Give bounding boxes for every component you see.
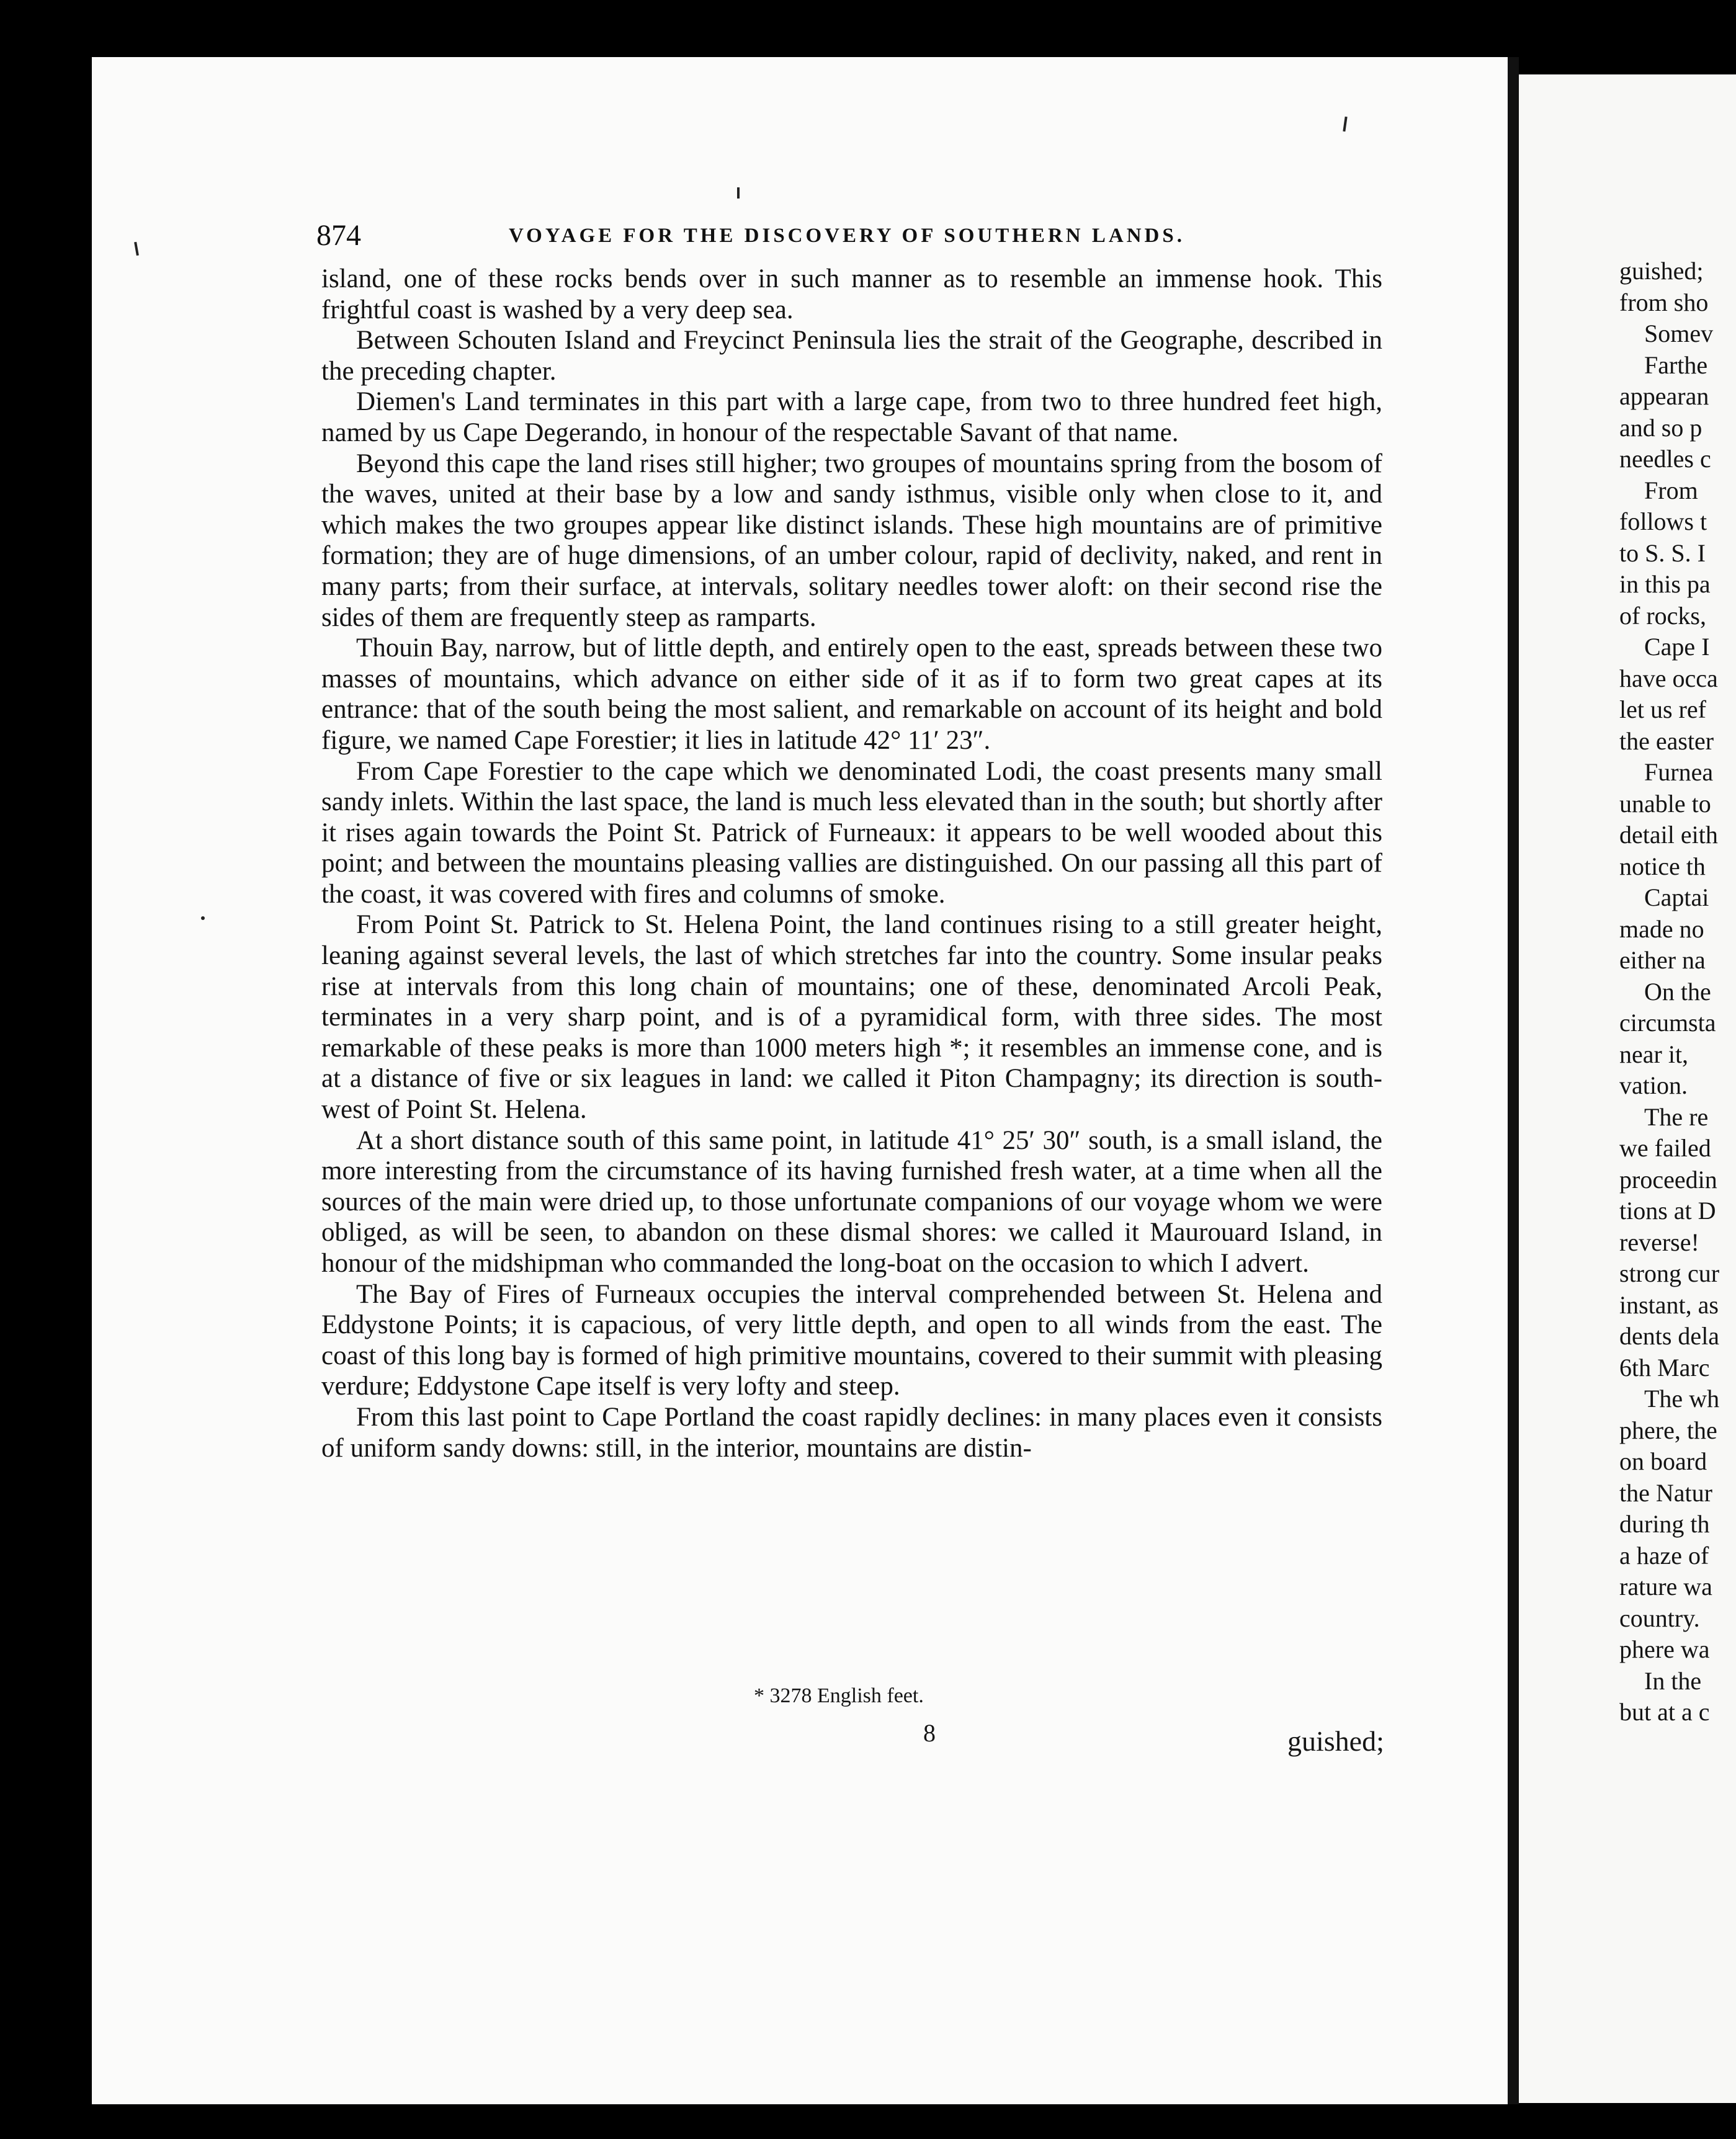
- page-gutter: [1508, 57, 1519, 2104]
- right-page-line: during th: [1619, 1510, 1710, 1538]
- right-page-line: phere, the: [1619, 1416, 1717, 1444]
- right-page-line: Somev: [1644, 319, 1714, 347]
- running-header: [316, 218, 1384, 256]
- stray-mark: [737, 187, 740, 199]
- paragraph: From Cape Forestier to the cape which we denominated Lodi, the coast presents many small sandy inlets. Within the last space, the land is much less elevated than in the south; but shortly after it rises again towards the Point St. Patrick of Furneaux: it appears to be well wooded about this point; and between the mountains pleasing vallies are distinguished. On our passing all this part of the coast, it was covered with fires and columns of smoke.: [321, 756, 1382, 909]
- signature-mark: 8: [923, 1719, 936, 1747]
- right-page-line: strong cur: [1619, 1259, 1720, 1287]
- catchword: guished;: [1287, 1725, 1384, 1757]
- right-page-line: 6th Marc: [1619, 1353, 1710, 1382]
- right-page-line: Farthe: [1644, 351, 1708, 379]
- running-title: VOYAGE FOR THE DISCOVERY OF SOUTHERN LANDS.: [509, 225, 1185, 247]
- right-page-line: From: [1644, 476, 1698, 504]
- right-page-line: near it,: [1619, 1040, 1689, 1068]
- right-page-line: guished;: [1619, 257, 1704, 285]
- paragraph: Diemen's Land terminates in this part with a large cape, from two to three hundred feet high, named by us Cape Degerando, in honour of the respectable Savant of that name.: [321, 387, 1382, 447]
- paragraph: Thouin Bay, narrow, but of little depth, and entirely open to the east, spreads between these two masses of mountains, which advance on either side of it as if to form two great capes at its entrance: that of the south being the most salient, and remarkable on account of its height and bold figure, we named Cape Forestier; it lies in latitude 42° 11′ 23″.: [321, 633, 1382, 755]
- right-page-line: appearan: [1619, 382, 1709, 410]
- stray-mark: [201, 916, 205, 920]
- right-page-line: in this pa: [1619, 570, 1711, 598]
- right-page-line: the easter: [1619, 726, 1714, 755]
- right-page-line: we failed: [1619, 1134, 1711, 1162]
- paragraph: From Point St. Patrick to St. Helena Point, the land continues rising to a still greater height, leaning against several levels, the last of which stretches far into the country. Some insular peaks rise at intervals from this long chain of mountains; one of these, denominated Arcoli Peak, terminates in a very sharp point, and is of a pyramidical form, with three sides. The most remarkable of these peaks is more than 1000 meters high *; it resembles an immense cone, and is at a distance of five or six leagues in land: we called it Piton Champagny; its direction is south-west of Point St. Helena.: [321, 910, 1382, 1125]
- right-page-line: have occa: [1619, 664, 1718, 692]
- right-page-line: follows t: [1619, 507, 1707, 535]
- paragraph: Beyond this cape the land rises still higher; two groupes of mountains spring from the bosom of the waves, united at their base by a low and sandy isthmus, visible only when close to it, and which makes the two groupes appear like distinct islands. These high mountains are of primitive formation; they are of huge dimensions, of an umber colour, rapid of declivity, naked, and rent in many parts; from their surface, at intervals, solitary needles tower aloft: on their second rise the sides of them are frequently steep as ramparts.: [321, 449, 1382, 632]
- right-page-line: made no: [1619, 914, 1704, 943]
- right-page-line: let us ref: [1619, 695, 1706, 723]
- paragraph: island, one of these rocks bends over in such manner as to resemble an immense hook. This frightful coast is washed by a very deep sea.: [321, 264, 1382, 324]
- right-page-line: to S. S. I: [1619, 538, 1706, 567]
- paragraph: Between Schouten Island and Freycinct Peninsula lies the strait of the Geographe, described in the preceding chapter.: [321, 326, 1382, 386]
- right-page-line: either na: [1619, 946, 1706, 974]
- right-page-line: Cape I: [1644, 633, 1710, 661]
- paragraph: From this last point to Cape Portland the coast rapidly declines: in many places even it consists of uniform sandy downs: still, in the interior, mountains are distin-: [321, 1402, 1382, 1463]
- right-page-line: instant, as: [1619, 1290, 1719, 1319]
- right-page-line: circumsta: [1619, 1009, 1716, 1037]
- right-page-line: a haze of: [1619, 1541, 1709, 1570]
- right-page-line: On the: [1644, 977, 1711, 1006]
- right-page-line: The wh: [1644, 1385, 1720, 1413]
- right-page-line: notice th: [1619, 852, 1706, 880]
- body-text: [321, 264, 1382, 1463]
- stray-mark: [134, 242, 139, 256]
- right-page-line: In the: [1644, 1666, 1702, 1695]
- paragraph: At a short distance south of this same point, in latitude 41° 25′ 30″ south, is a small island, the more interesting from the circumstance of its having furnished fresh water, at a time when all the sources of the main were dried up, to those unfortunate companions of our voyage whom we were obliged, as will be seen, to abandon on these dismal shores: we called it Maurouard Island, in honour of the midshipman who commanded the long-boat on the occasion to which I advert.: [321, 1125, 1382, 1278]
- right-page-line: country.: [1619, 1604, 1700, 1632]
- right-page-line: the Natur: [1619, 1478, 1712, 1507]
- right-page-text: [1619, 256, 1736, 1728]
- right-page-line: on board: [1619, 1447, 1707, 1475]
- stray-mark: [1343, 117, 1347, 132]
- right-page-line: rature wa: [1619, 1573, 1712, 1601]
- right-page-line: but at a c: [1619, 1698, 1710, 1726]
- right-page-line: Captai: [1644, 883, 1709, 911]
- right-page-line: of rocks,: [1619, 601, 1706, 630]
- right-page-line: tions at D: [1619, 1197, 1716, 1225]
- paragraph: The Bay of Fires of Furneaux occupies the interval comprehended between St. Helena and Eddystone Points; it is capacious, of very little depth, and open to all winds from the east. The coast of this long bay is formed of high primitive mountains, covered to their summit with pleasing verdure; Eddystone Cape itself is very lofty and steep.: [321, 1279, 1382, 1401]
- right-page-line: Furnea: [1644, 758, 1714, 786]
- right-page-line: from sho: [1619, 288, 1709, 316]
- footnote: * 3278 English feet.: [754, 1684, 924, 1707]
- right-page-line: reverse!: [1619, 1228, 1699, 1256]
- right-page-line: The re: [1644, 1102, 1709, 1131]
- right-page-line: detail eith: [1619, 821, 1718, 849]
- right-page-line: dents dela: [1619, 1322, 1720, 1350]
- right-page-line: phere wa: [1619, 1635, 1710, 1663]
- right-page-line: vation.: [1619, 1071, 1688, 1099]
- right-page-line: proceedin: [1619, 1165, 1717, 1194]
- right-page-line: needles c: [1619, 445, 1711, 473]
- page-number: 874: [316, 219, 361, 252]
- right-page-line: unable to: [1619, 789, 1711, 818]
- right-page-line: and so p: [1619, 413, 1702, 442]
